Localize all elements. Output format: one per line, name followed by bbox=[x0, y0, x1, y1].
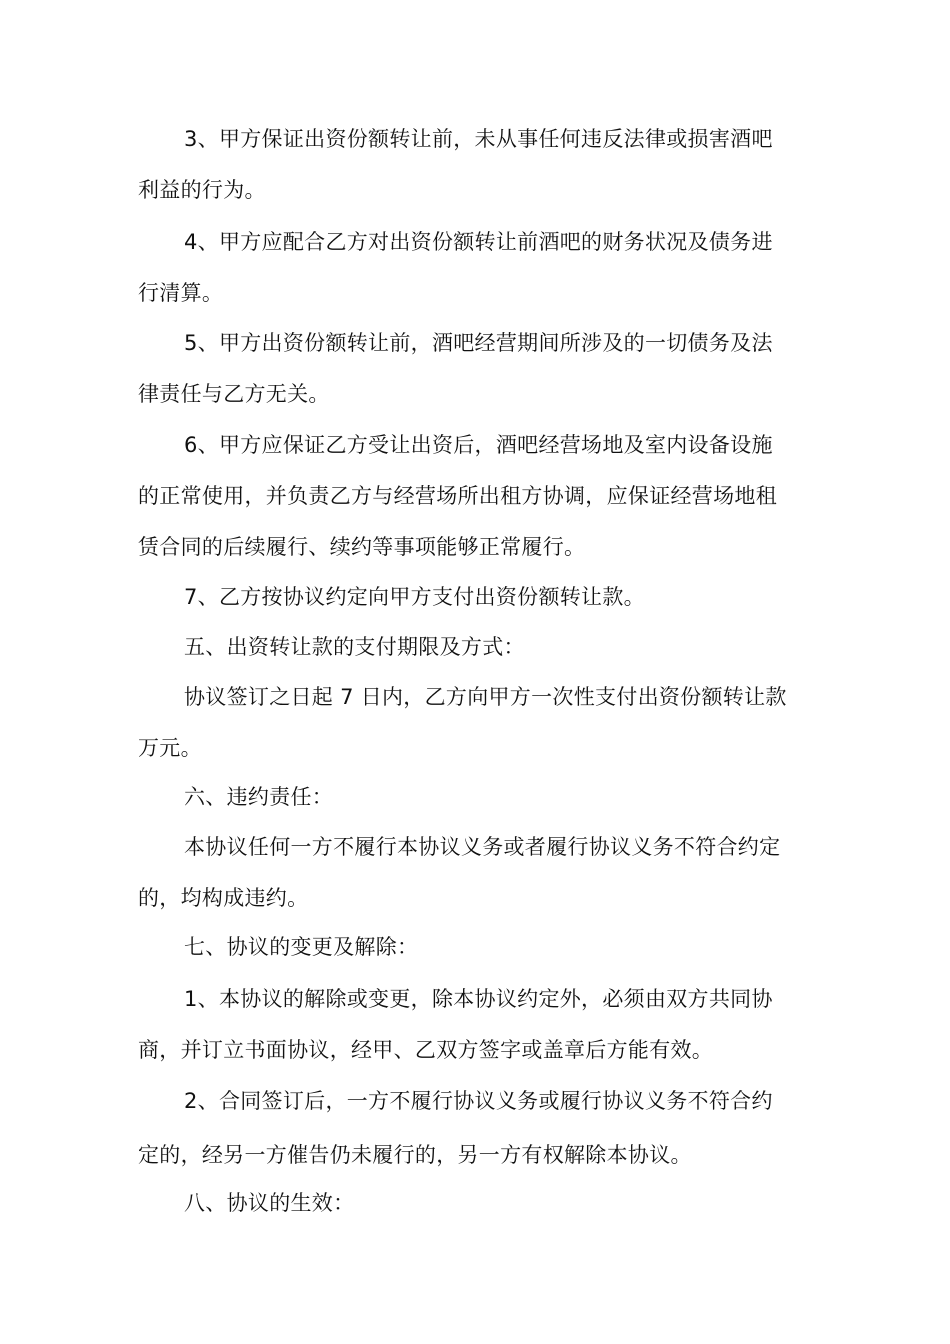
text-line: 1、本协议的解除或变更，除本协议约定外，必须由双方共同协 bbox=[184, 987, 773, 1011]
text-line: 五、出资转让款的支付期限及方式： bbox=[184, 635, 525, 659]
text-line: 七、协议的变更及解除： bbox=[184, 935, 419, 959]
paragraph-clause-7 bbox=[138, 572, 828, 623]
text-line: 赁合同的后续履行、续约等事项能够正常履行。 bbox=[138, 535, 586, 559]
text-line: 的，均构成违约。 bbox=[138, 886, 309, 910]
paragraph-clause-3 bbox=[138, 114, 828, 216]
section-heading-effectiveness bbox=[138, 1178, 828, 1229]
paragraph-amendment-1 bbox=[138, 974, 828, 1076]
text-line: 六、违约责任： bbox=[184, 785, 334, 809]
text-line: 行清算。 bbox=[138, 281, 224, 305]
text-line: 律责任与乙方无关。 bbox=[138, 382, 330, 406]
section-heading-liability bbox=[138, 772, 828, 823]
section-heading-amendment bbox=[138, 922, 828, 973]
text-line: 定的，经另一方催告仍未履行的，另一方有权解除本协议。 bbox=[138, 1143, 692, 1167]
text-line: 6、甲方应保证乙方受让出资后，酒吧经营场地及室内设备设施 bbox=[184, 433, 773, 457]
text-line: 3、甲方保证出资份额转让前，未从事任何违反法律或损害酒吧 bbox=[184, 127, 773, 151]
text-line: 商，并订立书面协议，经甲、乙双方签字或盖章后方能有效。 bbox=[138, 1038, 714, 1062]
paragraph-amendment-2 bbox=[138, 1076, 828, 1181]
paragraph-liability bbox=[138, 822, 828, 924]
text-line: 本协议任何一方不履行本协议义务或者履行协议义务不符合约定 bbox=[184, 835, 781, 859]
text-line: 7、乙方按协议约定向甲方支付出资份额转让款。 bbox=[184, 585, 645, 609]
paragraph-clause-4 bbox=[138, 217, 828, 319]
text-line: 5、甲方出资份额转让前，酒吧经营期间所涉及的一切债务及法 bbox=[184, 331, 773, 355]
paragraph-clause-5 bbox=[138, 318, 828, 420]
paragraph-payment-terms bbox=[138, 672, 828, 774]
paragraph-clause-6 bbox=[138, 420, 828, 573]
text-line: 的正常使用，并负责乙方与经营场所出租方协调，应保证经营场地租 bbox=[138, 484, 777, 508]
text-line: 八、协议的生效： bbox=[184, 1191, 355, 1215]
text-line: 协议签订之日起 7 日内，乙方向甲方一次性支付出资份额转让款 bbox=[184, 685, 787, 709]
section-heading-payment bbox=[138, 622, 828, 673]
text-line: 4、甲方应配合乙方对出资份额转让前酒吧的财务状况及债务进 bbox=[184, 230, 773, 254]
text-line: 利益的行为。 bbox=[138, 178, 266, 202]
text-line: 2、合同签订后，一方不履行协议义务或履行协议义务不符合约 bbox=[184, 1089, 773, 1113]
text-line: 万元。 bbox=[138, 736, 202, 760]
